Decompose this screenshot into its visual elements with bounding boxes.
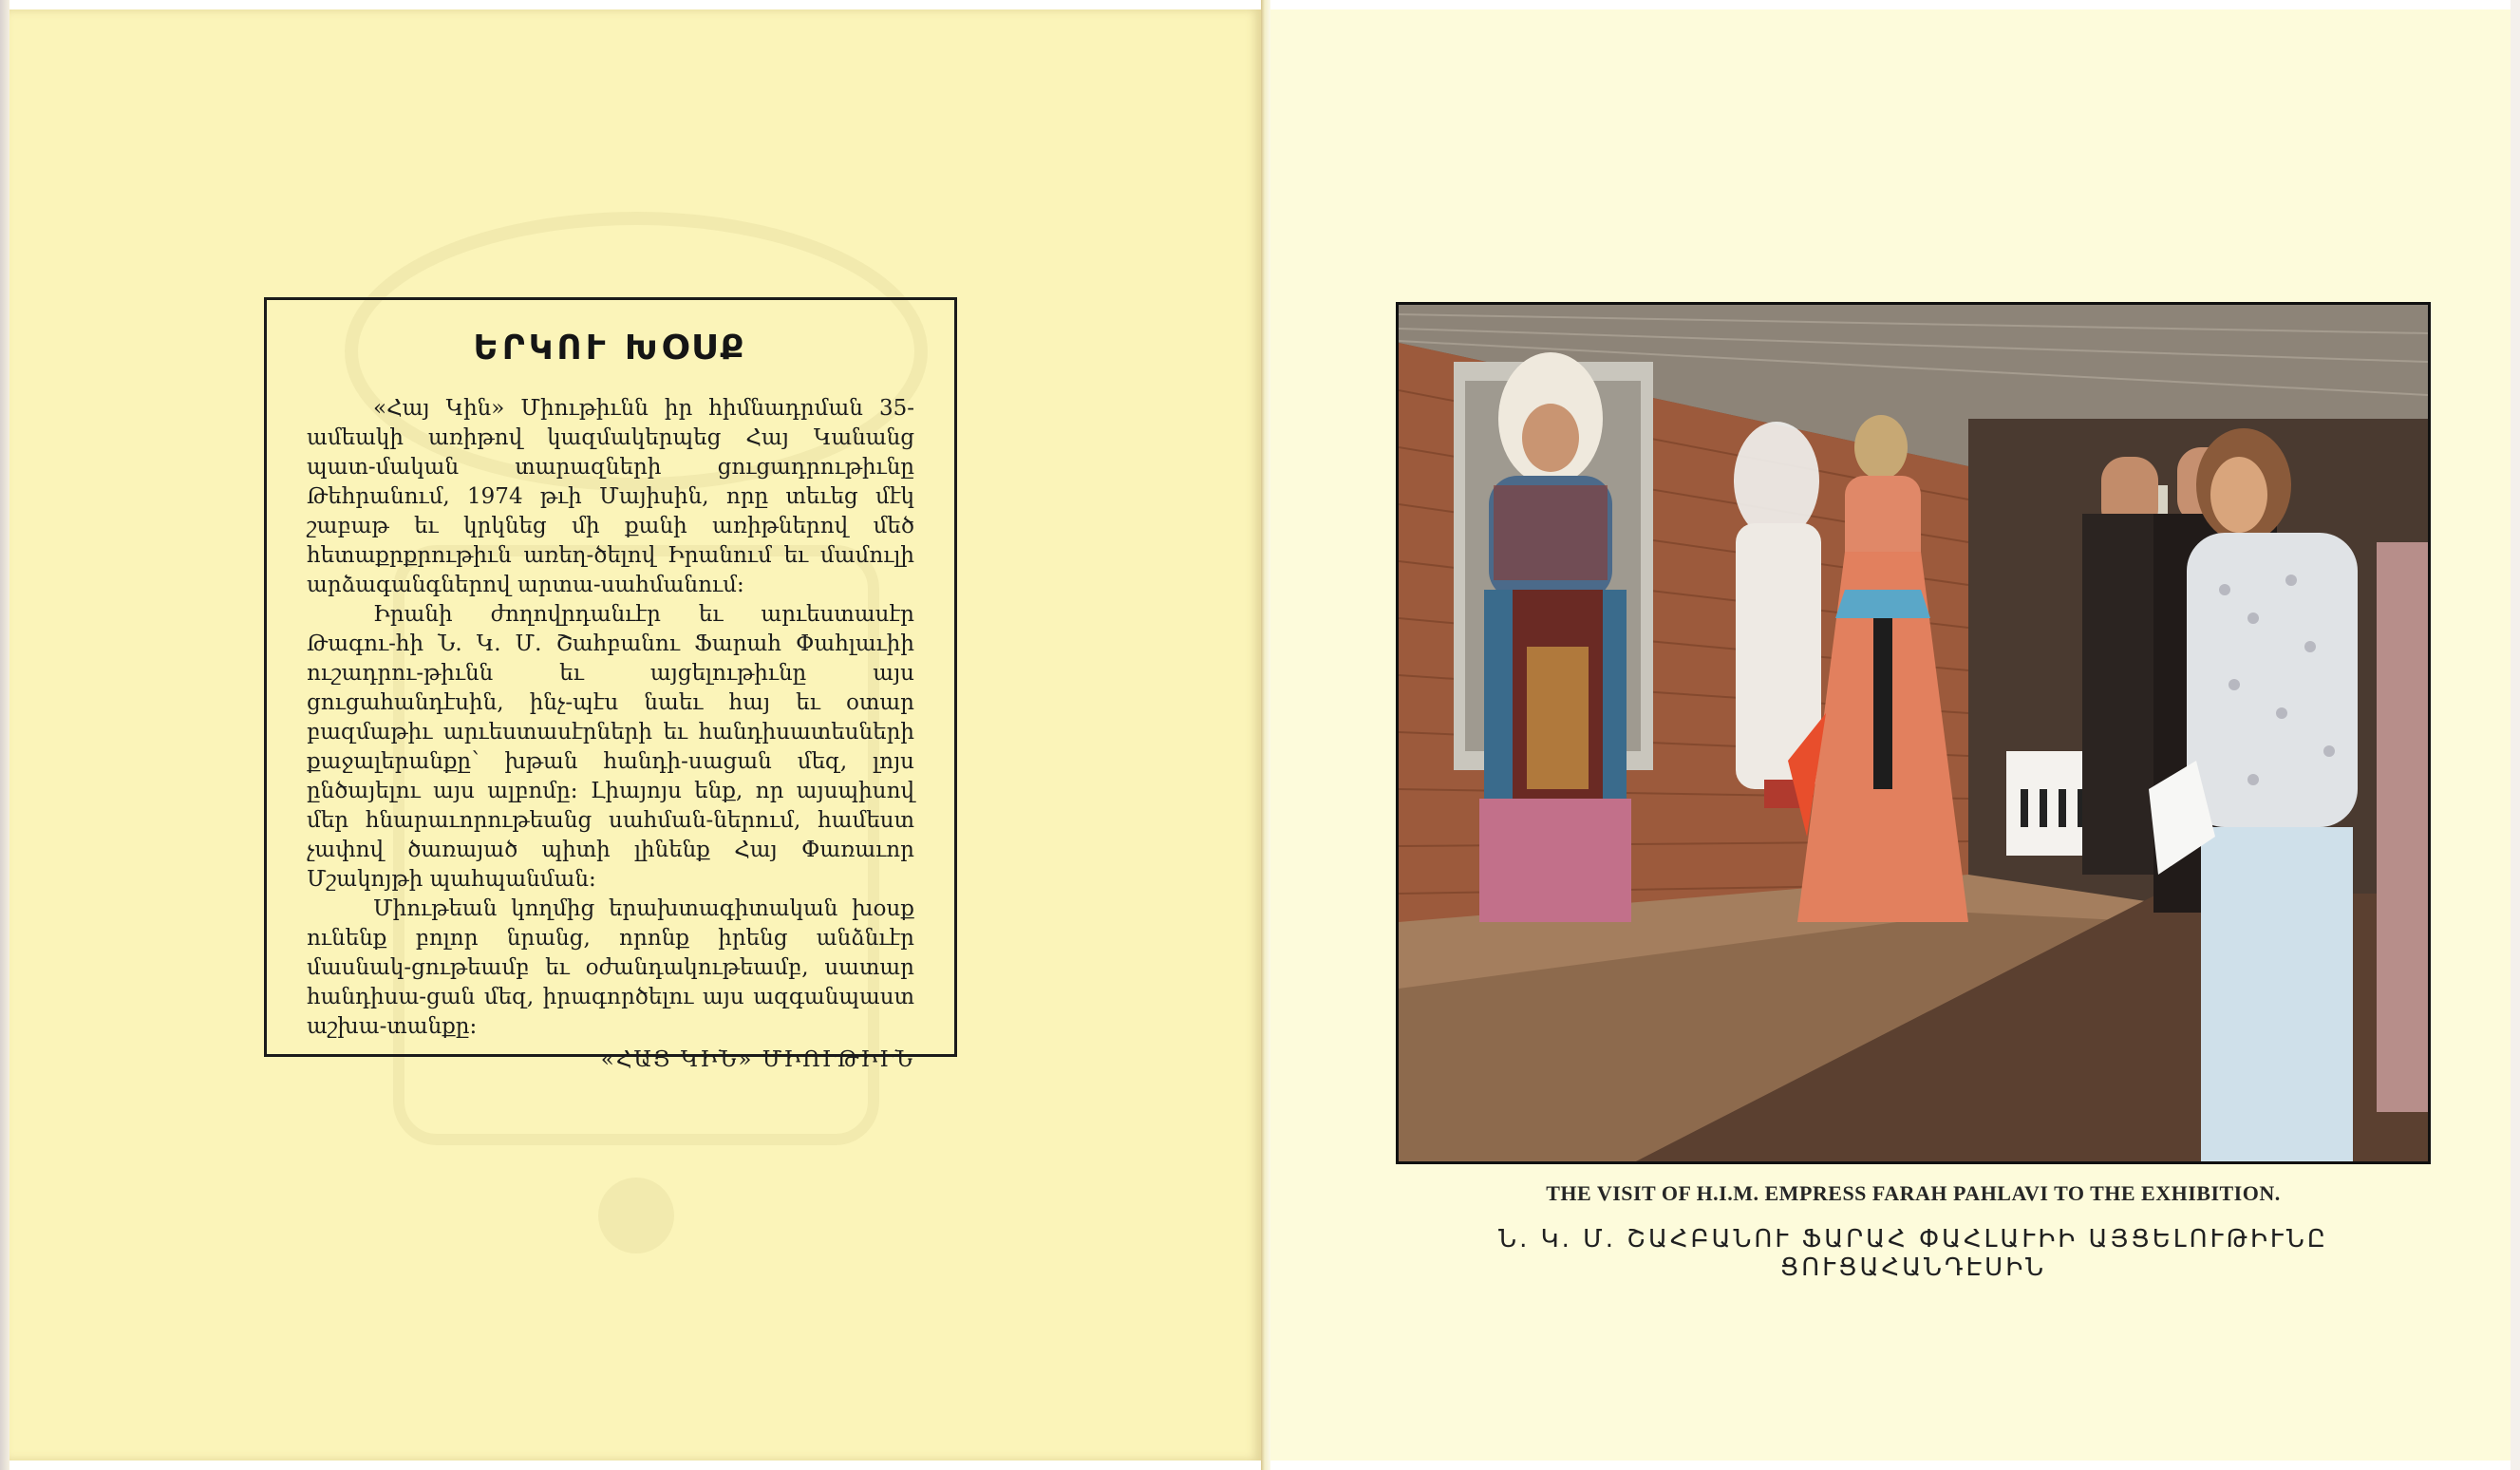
foreword-box: [264, 297, 957, 1072]
page-edge-right: [2511, 0, 2520, 1470]
foreword-paragraph-3: Միութեան կողմից երախտագիտական խօսք ունենք բոլոր նրանց, որոնք իրենց անձնւէր մասնակ-ցութեամբ եւ օժանդակութեամբ, սատար հանդիսա-ցան մեզ, իրագործելու այս ազգանպաստ աշխա-տանքը:: [307, 896, 914, 1039]
foreword-paragraph-2: Իրանի ժողովրդանւէր եւ արւեստասէր Թագու-հի Ն. Կ. Մ. Շահբանու Ֆարահ Փահլաւիի ուշադրու-թիւնն եւ այցելութիւնը այս ցուցահանդէսին, ինչ-պէս նաեւ հայ եւ օտար բազմաթիւ արւեստասէրների եւ հանդիսատեսների քաջալերանքը՝ խթան հանդի-սացան մեզ, լոյս ընծայելու այս ալբոմը: Լիայոյս ենք, որ այսպիսով մեր հնարաւորութեանց սահման-ներում, համեստ չափով ծառայած պիտի լինենք Հայ Փառաւոր Մշակոյթի պահպանման:: [307, 602, 914, 892]
exhibition-photo: [1396, 302, 2431, 1164]
foreword-title: ԵՐԿՈՒ ԽՕՍՔ: [473, 329, 748, 368]
book-gutter: [1261, 0, 1270, 1470]
foreword-signature: «ՀԱՅ ԿԻՆ» ՄԻՈՒԹԻՒՆ: [600, 1047, 914, 1072]
photo-caption-english: THE VISIT OF H.I.M. EMPRESS FARAH PAHLAVI TO THE EXHIBITION.: [1546, 1181, 2281, 1205]
exhibition-photo-illustration: [1399, 305, 2428, 1161]
page-edge-left: [0, 0, 9, 1470]
foreword-paragraph-1: «Հայ Կին» Միութիւնն իր հիմնադրման 35-ամեակի առիթով կազմակերպեց Հայ Կանանց պատ-մական տարազների ցուցադրութիւնը Թեհրանում, 1974 թւի Մայիսին, որը տեւեց մէկ շաբաթ եւ կրկնեց մի քանի առիթներով մեծ հետաքրքրութիւն առեղ-ծելով Իրանում եւ մամուլի արձագանգներով արտա-սահմանում:: [307, 396, 914, 597]
photo-caption-armenian: Ն. Կ. Մ. ՇԱՀԲԱՆՈՒ ՖԱՐԱՀ ՓԱՀԼԱՒԻԻ ԱՅՑԵԼՈՒԹԻՒՆԸ ՑՈՒՑԱՀԱՆԴԷՍԻՆ: [1498, 1225, 2328, 1282]
